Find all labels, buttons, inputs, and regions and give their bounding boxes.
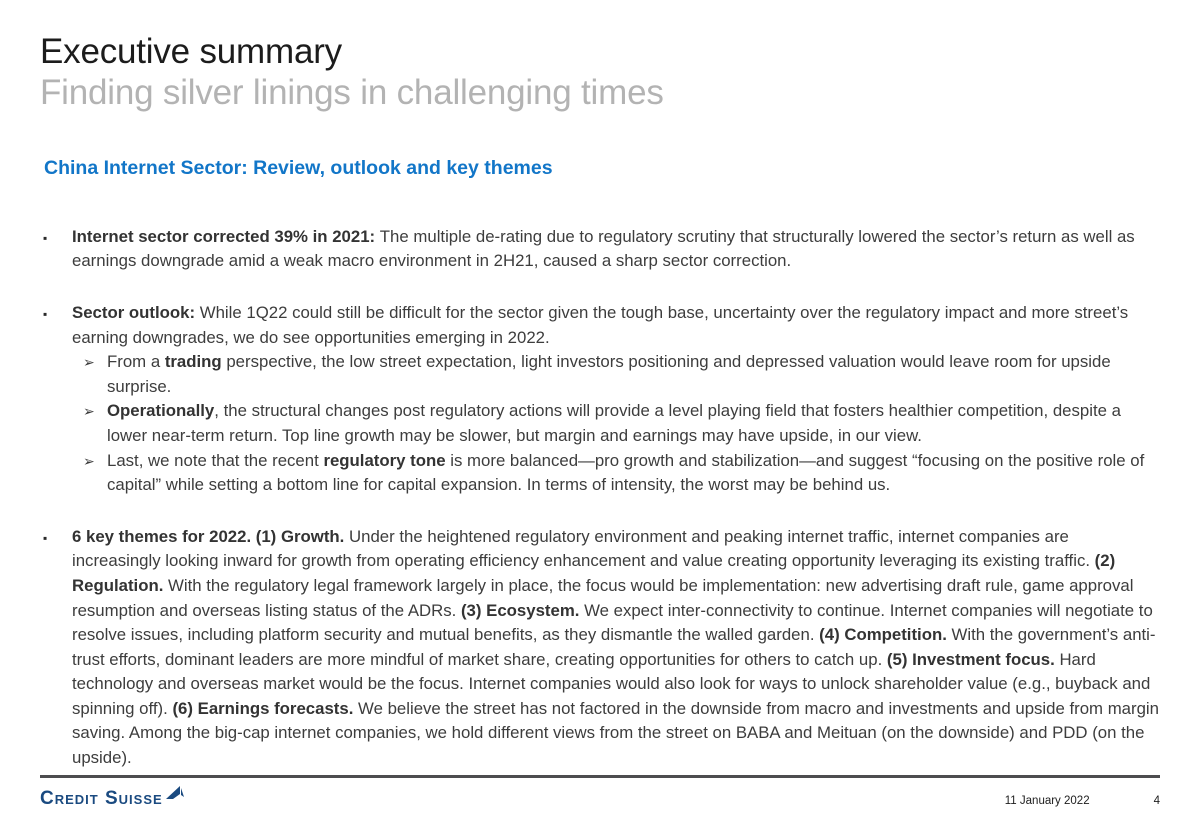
- sub-bullet-text-bold-segment: Operationally: [107, 401, 215, 421]
- sub-bullet-text-segment: Last, we note that the recent: [107, 450, 324, 470]
- sub-bullet-item: [72, 399, 1160, 448]
- bullet-text-bold-segment: (3) Ecosystem.: [460, 600, 585, 620]
- bullet-text-bold-segment: (5) Investment focus.: [886, 649, 1060, 669]
- sub-bullet-item: [72, 350, 1160, 399]
- bullet-text-bold-segment: Internet sector corrected 39% in 2021:: [72, 226, 380, 246]
- bullet-item: [40, 301, 1160, 498]
- bullet-marker-icon: ▪: [43, 230, 48, 245]
- bullet-text-bold-segment: (2) Regulation.: [72, 551, 1116, 595]
- sub-bullet-text-bold-segment: regulatory tone: [323, 450, 446, 470]
- bullet-item: [40, 525, 1160, 771]
- footer-divider: [40, 775, 1160, 778]
- footer-page-number: 4: [1153, 795, 1160, 807]
- bullet-text-bold-segment: 6 key themes for 2022. (1) Growth.: [72, 526, 349, 546]
- bullet-text: [72, 301, 1160, 350]
- footer-date: 11 January 2022: [1004, 795, 1090, 807]
- sub-bullet-text-segment: From a: [107, 352, 165, 372]
- logo-wordmark: Credit Suisse: [40, 788, 163, 809]
- bullet-text-segment: While 1Q22 could still be difficult for the sector given the tough base, uncertainty over the regulatory impact and more street’s earning downgrades, we do see opportunities emerging in 2022.: [72, 302, 1129, 347]
- sub-bullet-text-segment: is more balanced—pro growth and stabilization—and suggest “focusing on the positive role of capital” while setting a bottom line for capital expansion. In terms of intensity, the worst may be behind us.: [107, 450, 1145, 495]
- sub-bullet-text-segment: , the structural changes post regulatory actions will provide a level playing field that fosters healthier competition, despite a lower near-term return. Top line growth may be slower, but margin and earnings may have upside, in our view.: [107, 401, 1121, 445]
- bullet-text-segment: The multiple de-rating due to regulatory scrutiny that structurally lowered the sector’s return as well as earnings downgrade amid a weak macro environment in 2H21, caused a sharp sector correction.: [72, 226, 1135, 271]
- sub-bullet-text: [107, 399, 1160, 448]
- page-subtitle: Finding silver linings in challenging times: [40, 72, 664, 112]
- bullet-marker-icon: ▪: [43, 306, 48, 321]
- sub-bullet-arrow-icon: ➢: [83, 452, 95, 469]
- bullet-marker-icon: ▪: [43, 530, 48, 545]
- sub-bullet-text: [107, 350, 1160, 399]
- bullet-item: [40, 225, 1160, 274]
- logo-sail-icon: [165, 785, 185, 800]
- page-title: Executive summary: [40, 32, 342, 71]
- credit-suisse-logo: [40, 785, 185, 808]
- bullet-text-bold-segment: (4) Competition.: [819, 625, 952, 645]
- section-heading: China Internet Sector: Review, outlook and key themes: [44, 156, 553, 179]
- bullet-body: [72, 225, 1160, 274]
- bullet-text-bold-segment: (6) Earnings forecasts.: [172, 698, 359, 718]
- sub-bullet-text: [107, 449, 1160, 498]
- bullet-text: [72, 525, 1160, 771]
- bullet-text-segment: Hard technology and overseas market would be the focus. Internet companies would also look for ways to unlock shareholder value (e.g., buyback and spinning off).: [72, 649, 1151, 718]
- bullet-body: [72, 301, 1160, 498]
- bullet-text-segment: With the government’s anti-trust efforts, dominant leaders are more mindful of market share, creating opportunities for others to catch up.: [72, 625, 1156, 669]
- sub-bullet-item: [72, 449, 1160, 498]
- bullet-text-segment: We believe the street has not factored in the downside from macro and investments and upside from margin saving. Among the big-cap internet companies, we hold different views from the street on BABA and Meituan (on the downside) and PDD (on the upside).: [72, 698, 1159, 768]
- bullet-text-bold-segment: Sector outlook:: [72, 302, 200, 322]
- bullet-list: [40, 225, 1160, 771]
- bullet-body: [72, 525, 1160, 771]
- bullet-text: [72, 225, 1160, 274]
- bullet-text-segment: We expect inter-connectivity to continue. Internet companies will negotiate to resolve issues, including platform security and mutual benefits, as they dismantle the walled garden.: [72, 600, 1153, 645]
- sub-bullet-text-segment: perspective, the low street expectation, light investors positioning and depressed valuation would leave room for upside surprise.: [107, 352, 1111, 396]
- sub-bullet-arrow-icon: ➢: [83, 354, 95, 371]
- bullet-text-segment: With the regulatory legal framework largely in place, the focus would be implementation: new advertising draft rule, game approval resumption and overseas listing status of the ADRs.: [72, 575, 1134, 620]
- sub-bullet-arrow-icon: ➢: [83, 403, 95, 420]
- bullet-text-segment: Under the heightened regulatory environment and peaking internet traffic, internet companies are increasingly looking inward for growth from operating efficiency enhancement and value creating opportunity leveraging its existing traffic.: [72, 526, 1095, 571]
- sub-bullet-text-bold-segment: trading: [164, 352, 222, 372]
- footer: [40, 775, 1160, 808]
